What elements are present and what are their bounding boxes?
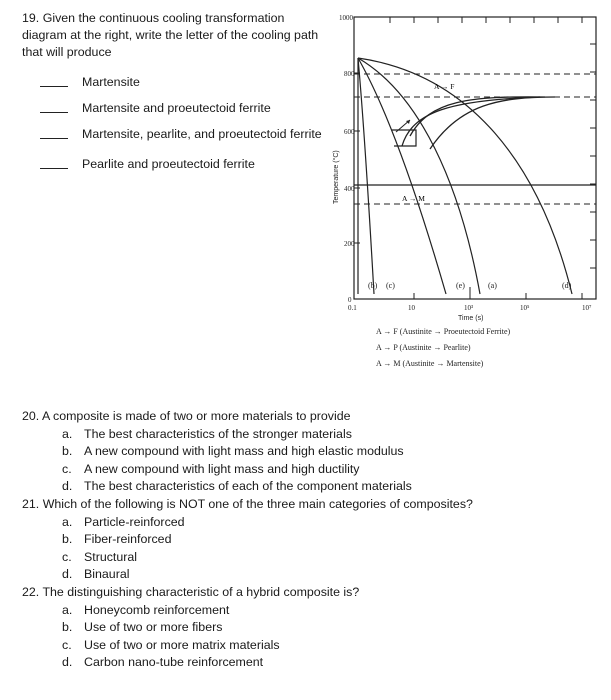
option-20d[interactable] [22, 478, 602, 496]
option-22d[interactable] [22, 654, 602, 672]
region-label-am: A → M [402, 194, 425, 203]
option-21d[interactable] [22, 566, 602, 584]
option-text: Particle-reinforced [84, 514, 185, 529]
option-20a[interactable] [22, 426, 602, 444]
option-text: A new compound with light mass and high ductility [84, 461, 360, 476]
answer-blank[interactable] [40, 74, 68, 87]
option-22b[interactable] [22, 619, 602, 637]
path-label-b: (b) [368, 281, 378, 290]
cooling-path-c [358, 58, 374, 294]
option-letter: a. [62, 514, 73, 529]
question-20-stem [22, 408, 602, 426]
option-20b[interactable] [22, 443, 602, 461]
option-letter: d. [62, 567, 73, 582]
cooling-path-e [358, 58, 446, 294]
y-axis-label: Temperature (°C) [333, 150, 340, 204]
answer-blank[interactable] [40, 100, 68, 113]
option-21a[interactable] [22, 514, 602, 532]
top-ticks [390, 17, 582, 23]
question-19-text: Given the continuous cooling transformation diagram at the right, write the letter of the cooling path that will produce [22, 11, 319, 59]
question-20-number: 20. [22, 409, 40, 423]
cooling-path-d [358, 58, 572, 294]
answer-row-martensite [22, 74, 322, 91]
option-letter: c. [62, 549, 72, 564]
question-21-number: 21. [22, 496, 40, 511]
x-tick-10-5: 10⁵ [520, 304, 530, 312]
option-text: A new compound with light mass and high elastic modulus [84, 444, 404, 459]
region-label-af: A → F [434, 82, 455, 91]
x-tick-labels [348, 304, 592, 312]
option-21b[interactable] [22, 531, 602, 549]
answer-label: Martensite and proeutectoid ferrite [82, 101, 271, 115]
y-tick-800: 800 [344, 70, 355, 78]
option-text: Use of two or more fibers [84, 620, 223, 635]
question-21-stem [22, 496, 602, 514]
path-label-d: (d) [562, 281, 572, 290]
option-text: Use of two or more matrix materials [84, 637, 280, 652]
path-label-a: (a) [488, 281, 497, 290]
option-letter: b. [62, 444, 73, 459]
question-22-number: 22. [22, 584, 40, 599]
pearlite-start-curve [410, 97, 545, 136]
legend [376, 327, 511, 368]
y-tick-0: 0 [348, 296, 352, 304]
option-20c[interactable] [22, 461, 602, 479]
question-19-number: 19. [22, 11, 40, 25]
right-ticks [590, 44, 596, 268]
cct-diagram-svg [330, 4, 605, 384]
question-21-text: Which of the following is NOT one of the three main categories of composites? [42, 496, 473, 511]
option-text: Binaural [84, 567, 130, 582]
option-letter: b. [62, 620, 73, 635]
cct-diagram [330, 4, 605, 384]
option-letter: c. [62, 637, 72, 652]
question-19 [22, 10, 322, 173]
y-tick-200: 200 [344, 240, 355, 248]
ferrite-start-curve [402, 97, 540, 146]
answer-label: Pearlite and proeutectoid ferrite [82, 157, 255, 171]
option-letter: a. [62, 426, 73, 441]
option-21c[interactable] [22, 549, 602, 567]
x-tick-10-3: 10³ [464, 304, 474, 312]
question-19-stem [22, 10, 322, 61]
y-tick-400: 400 [344, 185, 355, 193]
question-22-stem [22, 584, 602, 602]
answer-label: Martensite, pearlite, and proeutectoid ferrite [82, 127, 322, 141]
option-letter: a. [62, 602, 73, 617]
answer-blank[interactable] [40, 126, 68, 139]
option-text: Carbon nano-tube reinforcement [84, 655, 264, 670]
y-tick-1000: 1000 [339, 14, 353, 22]
legend-af: A → F (Austinite → Proeutectoid Ferrite) [376, 327, 511, 336]
path-label-c: (c) [386, 281, 395, 290]
x-axis-label: Time (s) [458, 315, 484, 322]
option-text: Honeycomb reinforcement [84, 602, 230, 617]
answer-row-martensite-ferrite [22, 100, 322, 117]
cooling-paths [358, 58, 572, 294]
legend-am: A → M (Austinite → Martensite) [376, 359, 484, 368]
path-label-e: (e) [456, 281, 465, 290]
y-tick-labels [339, 14, 355, 304]
option-22a[interactable] [22, 602, 602, 620]
option-letter: b. [62, 532, 73, 547]
option-letter: d. [62, 655, 73, 670]
option-text: The best characteristics of each of the component materials [84, 479, 412, 494]
answer-label: Martensite [82, 75, 140, 89]
y-tick-600: 600 [344, 128, 355, 136]
x-tick-0-1: 0.1 [348, 304, 357, 312]
option-letter: d. [62, 479, 73, 494]
question-20 [22, 408, 602, 496]
question-22-text: The distinguishing characteristic of a hybrid composite is? [42, 584, 360, 599]
question-22 [22, 584, 602, 672]
option-text: Fiber-reinforced [84, 532, 172, 547]
option-text: The best characteristics of the stronger materials [84, 426, 352, 441]
x-tick-10-7: 10⁷ [582, 304, 592, 312]
answer-row-pearlite-ferrite [22, 156, 322, 173]
x-tick-10: 10 [408, 304, 415, 312]
option-22c[interactable] [22, 637, 602, 655]
answer-blank[interactable] [40, 156, 68, 169]
question-20-text: A composite is made of two or more materials to provide [42, 409, 351, 423]
questions-20-22 [22, 408, 602, 672]
option-text: Structural [84, 549, 138, 564]
option-letter: c. [62, 461, 72, 476]
left-ticks [354, 73, 360, 243]
question-21 [22, 496, 602, 584]
plot-frame [354, 17, 596, 299]
legend-ap: A → P (Austinite → Pearlite) [376, 343, 471, 352]
answer-row-martensite-pearlite-ferrite [22, 126, 322, 143]
